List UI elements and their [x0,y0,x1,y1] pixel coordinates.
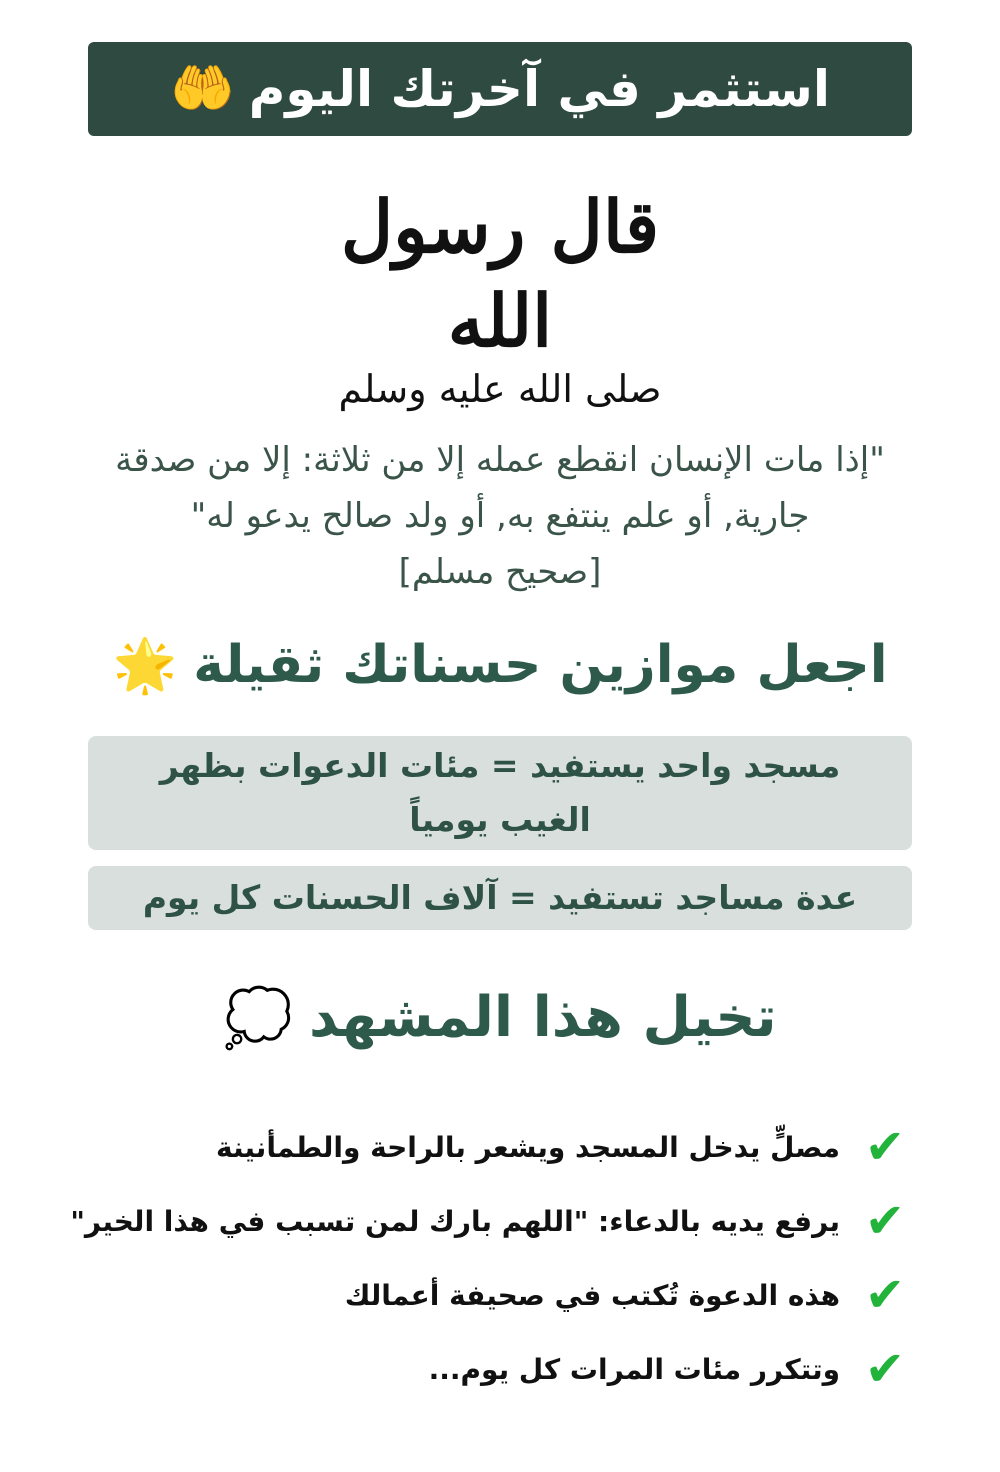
star-icon: 🌟 [112,635,178,696]
hadith-quote [40,432,960,600]
info-box-one-mosque [88,736,912,850]
calligraphy-logo [290,180,710,410]
section-heading-imagine [0,975,1000,1060]
check-icon: ✔ [864,1193,906,1249]
checklist [40,1110,910,1406]
calligraphy-line-1: قال رسول الله [340,184,660,363]
section-heading-scales [0,625,1000,705]
praying-hands-icon: 🤲 [170,59,235,119]
list-item [40,1110,910,1184]
list-item [40,1184,910,1258]
section-title: اجعل موازين حسناتك ثقيلة [193,635,888,695]
calligraphy-line-2: صلى الله عليه وسلم [338,367,662,412]
info-box-text: عدة مساجد تستفيد = آلاف الحسنات كل يوم [142,878,858,917]
hadith-source: [صحيح مسلم] [398,552,602,592]
banner-title: استثمر في آخرتك اليوم [248,60,830,118]
hadith-line-1: "إذا مات الإنسان انقطع عمله إلا من ثلاثة: إلا من صدقة [115,440,885,480]
list-item-text: هذه الدعوة تُكتب في صحيفة أعمالك [344,1278,840,1312]
list-item-text: وتتكرر مئات المرات كل يوم... [428,1352,840,1386]
list-item-text: يرفع يديه بالدعاء: "اللهم بارك لمن تسبب في هذا الخير" [70,1204,840,1238]
list-item-text: مصلٍّ يدخل المسجد ويشعر بالراحة والطمأنينة [215,1130,840,1164]
list-item [40,1332,910,1406]
list-item [40,1258,910,1332]
info-box-many-mosques [88,866,912,930]
title-banner [88,42,912,136]
check-icon: ✔ [864,1341,906,1397]
section-title: تخيل هذا المشهد [309,985,777,1050]
hadith-line-2: جارية, أو علم ينتفع به, أو ولد صالح يدعو له" [190,496,810,536]
info-box-text: مسجد واحد يستفيد = مئات الدعوات بظهر الغيب يومياً [159,746,841,839]
check-icon: ✔ [864,1267,906,1323]
thought-bubble-icon: 💭 [223,985,294,1051]
check-icon: ✔ [864,1119,906,1175]
